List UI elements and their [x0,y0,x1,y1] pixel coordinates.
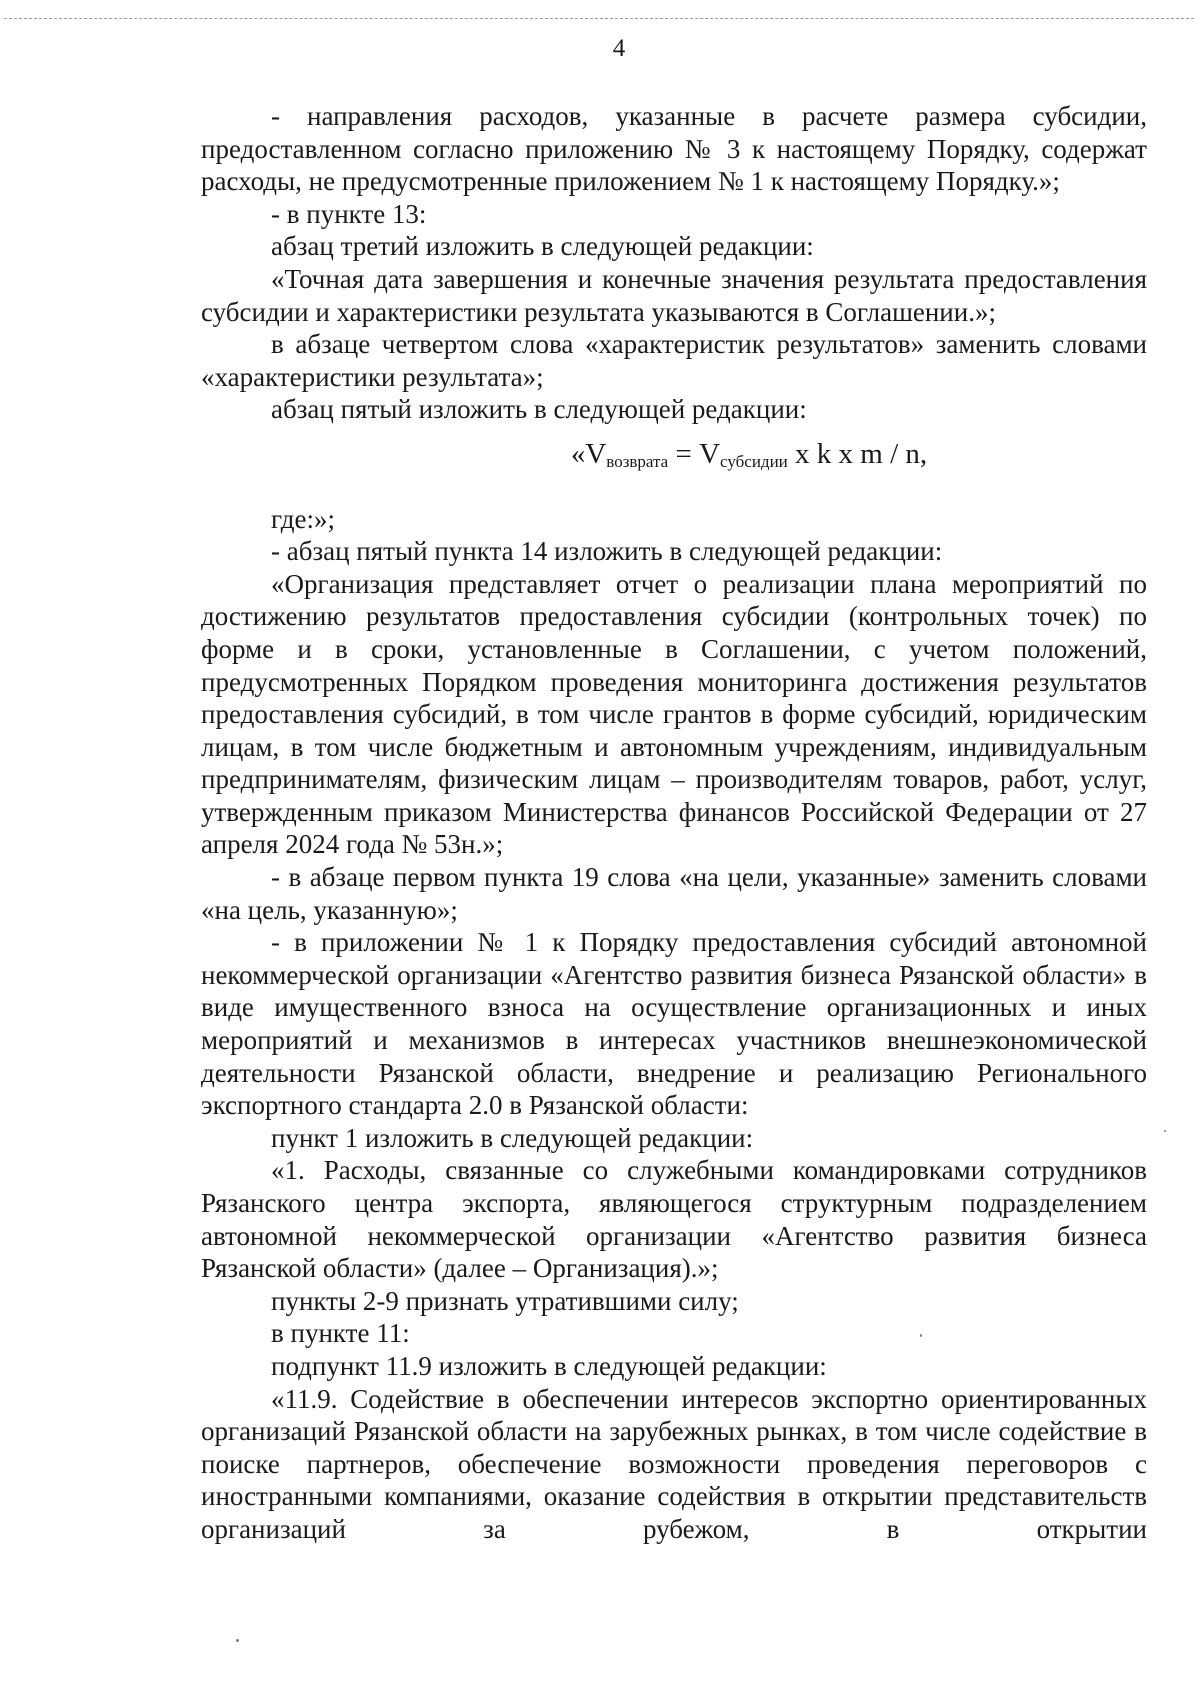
paragraph-point-19: - в абзаце первом пункта 19 слова «на цели, указанные» заменить словами «на цель, указанную»; [201,862,1147,925]
paragraph-subitem-11-9-intro: подпункт 11.9 изложить в следующей редакции: [271,1350,827,1381]
scan-speck [920,1334,922,1337]
formula-open: «V [570,437,607,470]
paragraph-point-11: в пункте 11: [271,1318,410,1349]
return-formula [201,438,1147,471]
paragraph-abzac-4: в абзаце четвертом слова «характеристик результатов» заменить словами «характеристики результата»; [201,329,1147,392]
scan-speck [236,1639,239,1642]
formula-sub-subsidy: субсидии [720,451,788,471]
paragraph-abzac-5: абзац пятый изложить в следующей редакции: [271,394,807,425]
page-number: 4 [612,35,626,62]
scan-top-edge [4,18,1194,19]
paragraph-item-1-text: «1. Расходы, связанные со служебными командировками сотрудников Рязанского центра экспорта, являющегося структурным подразделением автономной некоммерческой организации «Агентство развития бизнеса Рязанской области» (далее – Организация).»; [201,1155,1147,1284]
paragraph-abzac-3: абзац третий изложить в следующей редакции: [271,231,814,262]
formula-tail: x k x m / n, [787,437,928,470]
paragraph-expense-directions: - направления расходов, указанные в расчете размера субсидии, предоставленном согласно приложению № 3 к настоящему Порядку, содержат расходы, не предусмотренные приложением № 1 к настоящему Порядку.»; [201,101,1147,197]
paragraph-point-14: - абзац пятый пункта 14 изложить в следующей редакции: [271,536,943,567]
paragraph-item-1-intro: пункт 1 изложить в следующей редакции: [271,1122,754,1153]
paragraph-items-2-9: пункты 2-9 признать утратившими силу; [271,1285,739,1316]
formula-sub-return: возврата [606,451,669,471]
paragraph-subitem-11-9-text: «11.9. Содействие в обеспечении интересов экспортно ориентированных организаций Рязанской области на зарубежных рынках, в том числе содействие в поиске партнеров, обеспечение возможности проведения переговоров с иностранными компаниями, оказание содействия в открытии представительств организаций за рубежом, в открытии [201,1383,1147,1544]
paragraph-exact-date: «Точная дата завершения и конечные значения результата предоставления субсидии и характеристики результата указываются в Соглашении.»; [201,263,1147,327]
formula-mid: = V [668,437,721,470]
paragraph-report: «Организация представляет отчет о реализации плана мероприятий по достижению результатов предоставления субсидии (контрольных точек) по форме и в сроки, установленные в Соглашении, с учетом положений, предусмотренных Порядком проведения мониторинга достижения результатов предоставления субсидий, в том числе грантов в форме субсидий, юридическим лицам, в том числе бюджетным и автономным учреждениям, индивидуальным предпринимателям, физическим лицам – производителям товаров, работ, услуг, утвержденным приказом Министерства финансов Российской Федерации от 27 апреля 2024 года № 53н.»; [201,568,1147,860]
paragraph-where: где:»; [271,503,335,534]
paragraph-point-13: - в пункте 13: [271,198,427,229]
document-body [201,100,1147,1546]
scan-speck [1164,1130,1166,1132]
paragraph-appendix-1: - в приложении № 1 к Порядку предоставления субсидий автономной некоммерческой организации «Агентство развития бизнеса Рязанской области» в виде имущественного взноса на осуществление организационных и иных мероприятий и механизмов в интересах участников внешнеэкономической деятельности Рязанской области, внедрение и реализацию Регионального экспортного стандарта 2.0 в Рязанской области: [201,927,1147,1121]
